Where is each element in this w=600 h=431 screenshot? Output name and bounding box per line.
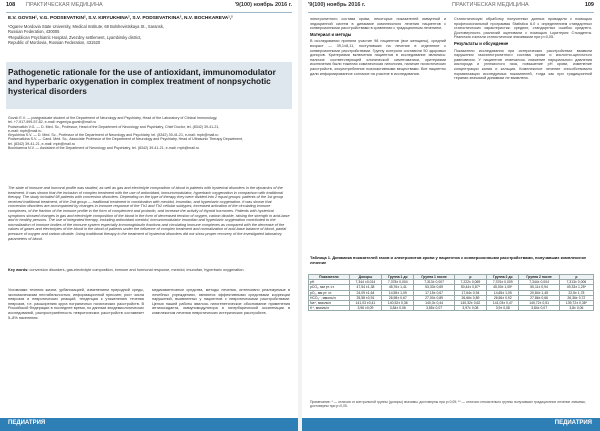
header-rule [308,12,594,13]
table-header-cell: Доноры [349,275,381,280]
table-cell: 7,376± 0,009 [487,280,519,285]
table-cell: 140,3± 0,44 [414,301,454,306]
materials-heading: Материал и методы [310,31,352,37]
table-cell: 17,64± 0,94 [454,290,486,295]
table-cell: 47,54 ±1,38 [349,285,381,290]
results-heading: Результаты и обсуждение [454,40,509,46]
results-table [308,274,594,311]
right-footer-bar [302,418,600,431]
table-cell: 140,32± 0,62 [454,301,486,306]
table-cell: 27,00± 0,89 [414,295,454,300]
table-cell: 7,378± 0,004 [382,280,414,285]
author-info-line: e-mail: rnpb@mail.ru [8,128,42,133]
table-cell: 3,84± 0,06 [382,306,414,311]
header-rule [6,12,292,13]
table-cell: 7,344± 0,004 [519,280,559,285]
table-cell: 20,84± 1,45 [519,290,559,295]
author-info-line: Podsevatkina S.V. — Cand. Med. Sc., Associate Professor of the Department of Neurology and Psychiatry, Head of Ultrasonic Therapy Department, [8,137,244,142]
table-cell: 53,33± 0,69 [414,285,454,290]
author-info-line: Govsh E.V. — postgraduate student of the Department of Neurology and Psychiatry, Head of the Laboratory of Clinical Immunology, [8,116,218,120]
table-header-cell: Группа 2 после [519,275,559,280]
affiliation-line: Russian Federation, 430005 [8,29,60,35]
left-body-column-2: медикаментозные средства, методы лечения, интенсивно реализуемые в лечебных учреждениях, являются эффективными средствами коррекции нарушений, выявленных у пациентов с невротическими расстройствами. Целью нашей работы явилось патогенетическое обоснование применения антиоксиданта, иммуномодулятора и гипербарической оксигенации в комплексном лечении невротических истерических расстройств. [152,288,290,315]
table-header-cell: Группа 2 до [487,275,519,280]
table-cell: pCO₂, мм рт. ст. [309,285,350,290]
table-note: Примечание: * — отличия от контрольной группы (доноры) значимы, достоверны при p<0,05; ** — отличия относительно группы получавших традиционное лечение значимы, достоверны при p<0,05. [310,400,586,409]
table-cell: 26,98± 0,67 [382,295,414,300]
table-cell: 3,8± 0,06 [559,306,593,311]
table-cell: 14,55± 1,09 [382,290,414,295]
right-footer-label: ПЕДИАТРИЯ [554,420,592,426]
left-body-column-1: Условиями течения жизни, урбанизацией, изменением природной среды, экономическими нестабильностью, информационной прессинг, рост числа неврозов и невротических реакций, тенденция к утяжелению течения неврозов, т.е. расширению круга пограничных психических расстройств. В Российской Федерации в последнее время, по данным эпидемиологических исследований, распространённость невротических расстройств составляет 5–8% населения. [8,288,144,320]
materials-text: В исследовании приняли участие 98 пациентов (все женщины), средний возраст — 39,1±8,11, поступивших на лечение в отделение с конверсионными расстройствами. Группу контроля составили 50 здоровых доноров. Критериями включения пациентов в исследование являлись: наличие соответствующей клинической симптоматики, критериями исключения были тяжелая соматическая патология, наличие психотических расстройств, злоупотребление психоактивными веществами. Все пациенты дали информированное согласие на участие в исследовании. [310,39,446,76]
table-row [309,306,594,311]
left-issue: '9(100) ноябрь 2016 г. [234,2,292,8]
table-header-cell: p [559,275,593,280]
table-cell: 50,44± 0,87* [454,285,486,290]
affiliation-line: Republic of Mordovia, Russian Federation, 431520 [8,39,101,45]
table-cell: 17,15± 0,67 [414,290,454,295]
left-page-number: 108 [6,2,16,8]
affiliations [8,24,188,45]
table-header-cell: p [454,275,486,280]
left-journal-name: ПРАКТИЧЕСКАЯ МЕДИЦИНА [26,2,103,8]
right-body-column-2 [454,17,592,253]
table-cell: pH [309,280,350,285]
table-cell: 25,58 ±0,91 [349,295,381,300]
table-cell: 24,09 ±1,64 [349,290,381,295]
table-cell: 3,96 ±0,09 [349,306,381,311]
right-page [302,0,600,431]
keywords [8,268,290,273]
table-cell: 3,85± 0,07 [414,306,454,311]
author-info-line: Bochkareva N.V. — Assistant of the Department of Neurology and Psychiatry, tel. (8342) 39-41-21, e-mail: rnpb@mail.ru [8,146,200,151]
affiliation-line: ¹Ogarev Mordovia State University, Medical Institute, 68 Bolshevistskaya St., Saransk, [8,24,165,29]
left-footer-bar [0,418,298,431]
author-info [8,116,290,150]
table-cell: 7,222± 0,069 [454,280,486,285]
table-cell: 7,344 ±0,014 [349,280,381,285]
right-journal-name: ПРАКТИЧЕСКАЯ МЕДИЦИНА [452,2,529,8]
table-cell: 26,56± 0,92 [487,295,519,300]
statistics-text: Статистическую обработку полученных данных проводили с помощью профессиональной программы Statistica 6.0 с определением стандартных статистических характеристик: средних, стандартных ошибок среднего. Достоверность различий оценивали с помощью t-критерия Стьюдента. Различия считали статистически значимыми при p<0,05. [454,17,592,40]
author-info-line: Kiryukhina S.V. — D. Med. Sc., Professor of the Department of Neurology and Psychiatry, tel. (8342) 39-41-21, e-mail: rnpb@mail.ru [8,133,219,138]
left-page [0,0,298,431]
right-body-column-1 [310,17,446,253]
table-header-cell: Группа 1 до [382,275,414,280]
article-title: Pathogenetic rationale for the use of antioxidant, immunomodulator and hyperbaric oxygenation in complex treatment of nonpsychotic hysterical disorders [8,67,276,96]
author-info-line: tel. (8342) 39-41-21, e-mail: rnpb@mail.ru [8,141,75,146]
table-cell: 140,52± 0,36 [382,301,414,306]
table-cell: 14,65± 1,05 [487,290,519,295]
table-cell: 27,86± 0,66 [519,295,559,300]
table-cell: K⁺, ммоль/л [309,306,350,311]
table-header-cell: Группа 1 после [414,275,454,280]
table-cell: 140,72± 0,51 [519,301,559,306]
affiliation-line: ²Republican Psychiatric Hospital, Zvezdny settlement, Lyambirsky district, [8,34,142,40]
table-header-cell: Показатели [309,275,350,280]
table-cell: 141,03± 0,47 [487,301,519,306]
table-cell: 141,03 ±0,41 [349,301,381,306]
author-info-line: tel. +7-917-999-57-82, e-mail: evgeniya.govsh@mail.ru [8,120,96,125]
keywords-text: conversion disorders, gas-electrolyte composition, immune and hormonal response, mexidol, imunofan, hyperbaric oxygenation. [29,268,245,272]
author-info-line: Podsevatkin V.G. — D. Med. Sc., Professor, Head of the Department of Neurology and Psychiatry, Chief Doctor, tel. (8342) 39-41-21, [8,124,220,129]
right-col1-intro: электролитного состава крови, некоторых показателей иммунной и эндокринной систем в динамике комплексного лечения пациентов с конверсионными расстройствами в сравнении с традиционным лечением. [310,17,446,31]
left-footer-label: ПЕДИАТРИЯ [8,420,46,426]
table-cell: 3,9± 0,08 [487,306,519,311]
table-cell: 45,00± 1,05* [487,285,519,290]
keywords-label: Key words: [8,268,29,272]
table-cell: 22,5± 1,78 [559,290,593,295]
right-page-number: 109 [584,2,594,8]
abstract: The state of immune and humoral profile was studied, as well as gas and electrolyte composition of blood in patients with hysterical disorders in the dynamics of the treatment. It was shown that the inclusion of complex treatment with the use of antioxidant, immunomodulator, hyperbaric oxygenation in comparison with traditional therapy. The study included 98 patients with conversion disorders. Depending on the type of therapy they were divided into 2 equal groups: patients of the 1st group received traditional treatment, of the 2nd group — traditional treatment in combination with mexidol, imunofan, and hyperbaric oxygenation. It was shown that conversion disorders are accompanied by changes in immune response of the Th1 and Th2 cellular subtypes, increased activation of the circulating immune complexes, of the fraction of the immune profile in the form of complement and prolactin, and increase the activity of thyroid hormones. Patients with hysterical symptoms showed changes in gas and electrolyte composition of the blood in the form of decreased tension of oxygen, carbon dioxide, raising the strength in acid-base and in healthy persons. The use of integrated therapy, including antioxidant mexidol, immunomodulator imunofan and hyperbaric oxygenation contributed to the normalization of immune bodies of the immune system especially immunoglobulin fractions and circulating immune complexes as compared with the decrease of the values of gases and electrolytes of the blood in the blood of patients under the influence of complex treatment and normalization of acid-base balance of blood, partial pressure of oxygen and carbon dioxide. Using traditional therapy in the treatment of hysterical disorders did not show proper recovery of the investigated laboratory parameters of blood. [8,186,290,241]
right-issue: '9(100) ноябрь 2016 г. [308,2,366,8]
table-cell: 139,72± 0,38* [559,301,593,306]
table-cell: 26,66± 0,89 [454,295,486,300]
table-cell: 7,313± 0,006 [559,280,593,285]
table-cell: Na⁺, ммоль/л [309,301,350,306]
table-cell: 3,84± 0,07 [519,306,559,311]
table-cell: pO₂, мм рт. ст. [309,290,350,295]
table-cell: 7,313± 0,007 [414,280,454,285]
authors: E.V. GOVSH¹, V.G. PODSEVATKIN², S.V. KIRYUKHINA², S.V. PODSEVATKINA², N.V. BOCHKAREVA¹,² [8,16,233,21]
table-cell: 26,36± 0,72 [559,295,593,300]
table-cell: HCO₃⁻, ммоль/л [309,295,350,300]
table-cell: 49,33± 1,25* [559,285,593,290]
table-cell: 3,97± 0,08 [454,306,486,311]
table-cell: 45,76± 1,41 [382,285,414,290]
table-cell: 50,11± 0,94 [519,285,559,290]
results-text: Показатели исследования при истерических расстройствах выявили нарушения газоэлектролитного состава крови и кислотно-щелочного равновесия. У пациентов отмечалось снижение парциального давления кислорода и углекислого газа, повышение pH крови, изменение концентрации калия и кальция. Комплексное лечение способствовало нормализации исследуемых показателей, тогда как при традиционной терапии значимой динамики не выявлено. [454,48,592,81]
table-caption: Таблица 1. Динамика показателей газов и электролитов крови у пациентов с конверсионными расстройствами, получавших комплексное лечение [310,255,587,265]
